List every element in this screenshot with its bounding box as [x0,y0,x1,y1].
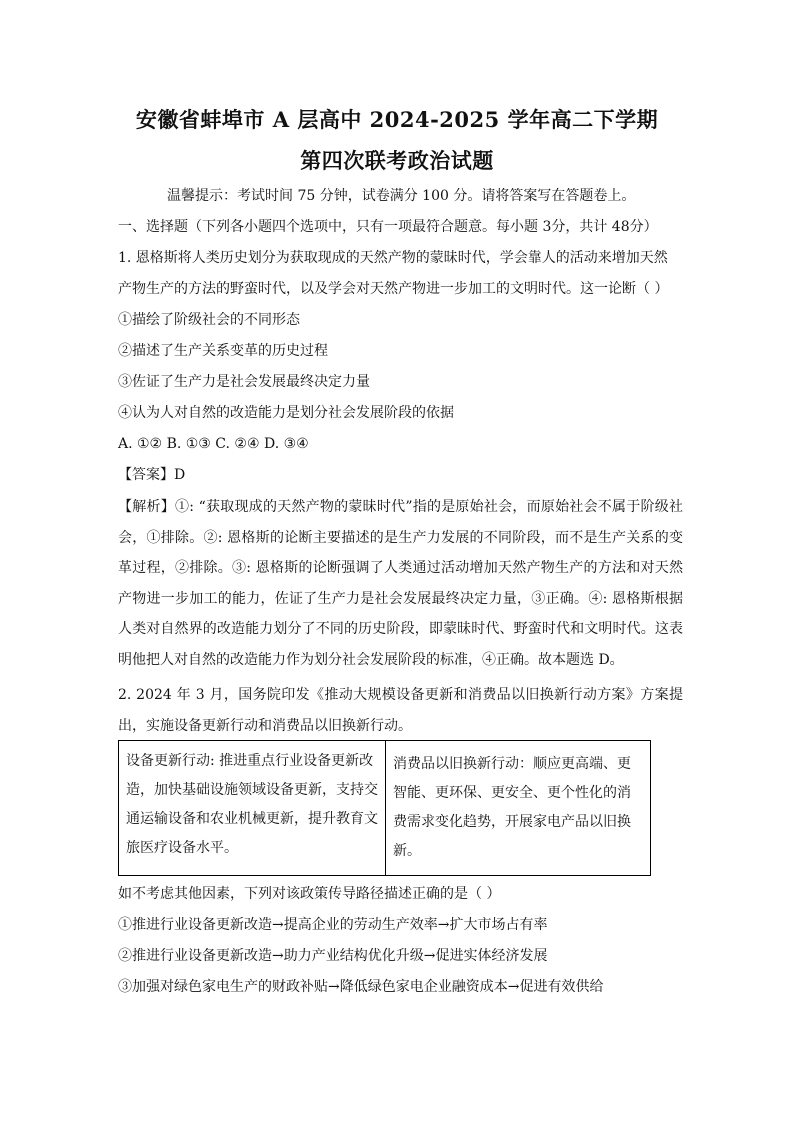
q2-policy-table [118,740,651,876]
exam-title-line2: 第四次联考政治试题 [300,148,494,173]
table-cell-trade-in [386,741,650,875]
q1-answer: 【答案】D [118,467,186,483]
table-cell-equipment-update: 设备更新行动: 推进重点行业设备更新改造，加快基础设施领域设备更新，支持交通运输设备和农业机械更新，提升教育文旅医疗设备水平。 [119,741,386,875]
q2-option: ①推进行业设备更新改造→提高企业的劳动生产效率→扩大市场占有率 [118,917,548,933]
q1-choices: A. ①② B. ①③ C. ②④ D. ③④ [118,436,309,452]
q1-stem-line2: 产物生产的方法的野蛮时代，以及学会对天然产物进一步加工的文明时代。这一论断（ ） [118,281,669,297]
q1-option: ③佐证了生产力是社会发展最终决定力量 [118,374,370,390]
table-cell-trade-in-text: 消费品以旧换新行动：顺应更高端、更智能、更环保、更安全、更个性化的消费需求变化趋势，开展家电产品以旧换新。 [393,756,631,859]
q1-stem-line1: 1. 恩格斯将人类历史划分为获取现成的天然产物的蒙昧时代，学会靠人的活动来增加天然 [118,250,668,266]
q2-option: ③加强对绿色家电生产的财政补贴→降低绿色家电企业融资成本→促进有效供给 [118,979,604,995]
q2-stem: 2. 2024 年 3 月，国务院印发《推动大规模设备更新和消费品以旧换新行动方案》方案提出，实施设备更新行动和消费品以旧换新行动。 [118,687,683,734]
q2-question: 如不考虑其他因素，下列对该政策传导路径描述正确的是（ ） [118,886,501,902]
section-heading: 一、选择题（下列各小题四个选项中，只有一项最符合题意。每小题 3分，共计 48分） [118,219,658,235]
q1-analysis: 【解析】①: “获取现成的天然产物的蒙昧时代”指的是原始社会，而原始社会不属于阶级社会，①排除。②: 恩格斯的论断主要描述的是生产力发展的不同阶段，而不是生产关系的变革过程，②排除。③: 恩格斯的论断强调了人类通过活动增加天然产物生产的方法和对天然产物进一步加工的能力，佐证了生产力是社会发展最终决定力量，③正确。④: 恩格斯根据人类对自然界的改造能力划分了不同的历史阶段，即蒙昧时代、野蛮时代和文明时代。这表明他把人对自然的改造能力作为划分社会发展阶段的标准，④正确。故本题选 D。 [118,499,683,668]
exam-tip: 温馨提示：考试时间 75 分钟，试卷满分 100 分。请将答案写在答题卷上。 [167,188,636,204]
exam-title-line1: 安徽省蚌埠市 A 层高中 2024-2025 学年高二下学期 [135,107,659,132]
q1-option: ④认为人对自然的改造能力是划分社会发展阶段的依据 [118,405,454,421]
q2-option: ②推进行业设备更新改造→助力产业结构优化升级→促进实体经济发展 [118,948,548,964]
q1-option: ②描述了生产关系变革的历史过程 [118,343,328,359]
q1-option: ①描绘了阶级社会的不同形态 [118,312,300,328]
